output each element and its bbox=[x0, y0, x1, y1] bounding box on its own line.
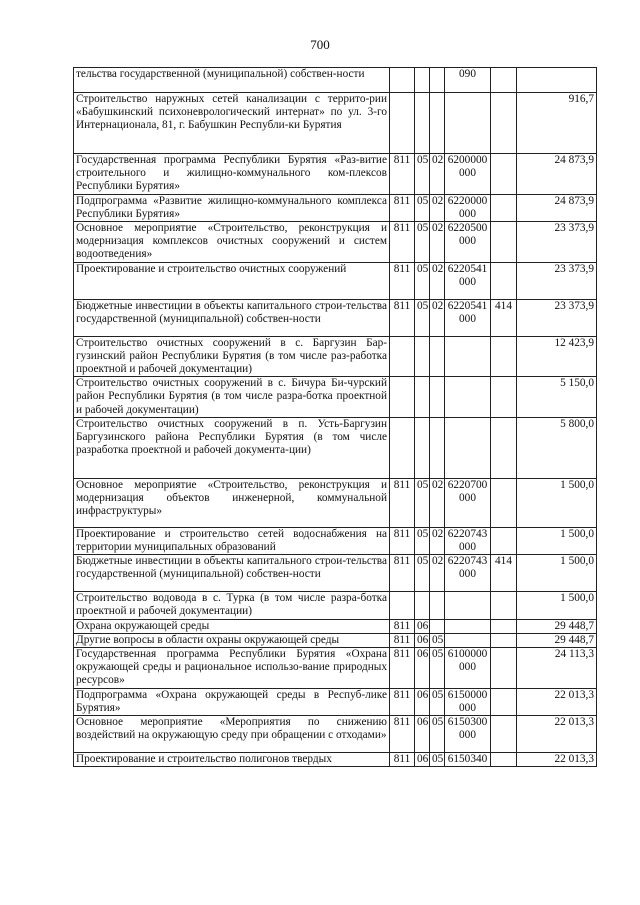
amount: 29 448,7 bbox=[517, 633, 597, 647]
table-row bbox=[74, 619, 597, 633]
item-name: Проектирование и строительство сетей водоснабжения на территории муниципальных образований bbox=[74, 527, 390, 554]
ministry-code: 811 bbox=[390, 222, 415, 263]
table-row bbox=[74, 262, 597, 299]
amount: 1 500,0 bbox=[517, 478, 597, 527]
target-code: 6220743 000 bbox=[445, 527, 491, 554]
expense-type-code bbox=[491, 688, 517, 715]
item-name: Бюджетные инвестиции в объекты капитального строи-тельства государственной (муниципальной) собствен-ности bbox=[74, 299, 390, 336]
item-name: Государственная программа Республики Бурятия «Охрана окружающей среды и рациональное использо-вание природных ресурсов» bbox=[74, 648, 390, 689]
amount: 1 500,0 bbox=[517, 555, 597, 592]
target-code: 6220541 000 bbox=[445, 262, 491, 299]
amount: 12 423,9 bbox=[517, 336, 597, 377]
target-code: 6220541 000 bbox=[445, 299, 491, 336]
subsection-code: 02 bbox=[430, 262, 445, 299]
item-name: Строительство очистных сооружений в с. Бичура Би-чурский район Республики Бурятия (в том числе разра-ботка проектной и рабочей документации) bbox=[74, 377, 390, 418]
section-code: 06 bbox=[415, 716, 430, 753]
target-code bbox=[445, 377, 491, 418]
subsection-code: 05 bbox=[430, 633, 445, 647]
expense-type-code bbox=[491, 753, 517, 767]
item-name: Строительство водовода в с. Турка (в том числе разра-ботка проектной и рабочей документации) bbox=[74, 592, 390, 619]
ministry-code bbox=[390, 336, 415, 377]
amount: 24 873,9 bbox=[517, 194, 597, 221]
ministry-code: 811 bbox=[390, 154, 415, 195]
subsection-code: 02 bbox=[430, 299, 445, 336]
budget-table-body bbox=[74, 68, 597, 767]
item-name: Подпрограмма «Развитие жилищно-коммунального комплекса Республики Бурятия» bbox=[74, 194, 390, 221]
amount: 5 800,0 bbox=[517, 417, 597, 478]
amount bbox=[517, 68, 597, 93]
section-code: 05 bbox=[415, 527, 430, 554]
item-name: Проектирование и строительство очистных сооружений bbox=[74, 262, 390, 299]
amount: 916,7 bbox=[517, 93, 597, 154]
amount: 1 500,0 bbox=[517, 592, 597, 619]
expense-type-code bbox=[491, 619, 517, 633]
ministry-code bbox=[390, 93, 415, 154]
target-code bbox=[445, 93, 491, 154]
subsection-code: 05 bbox=[430, 716, 445, 753]
ministry-code bbox=[390, 592, 415, 619]
table-row bbox=[74, 417, 597, 478]
target-code: 6220700 000 bbox=[445, 478, 491, 527]
expense-type-code: 414 bbox=[491, 299, 517, 336]
page-number: 700 bbox=[310, 37, 330, 52]
section-code bbox=[415, 93, 430, 154]
table-row bbox=[74, 527, 597, 554]
table-row bbox=[74, 377, 597, 418]
section-code bbox=[415, 68, 430, 93]
target-code bbox=[445, 633, 491, 647]
item-name: Другие вопросы в области охраны окружающей среды bbox=[74, 633, 390, 647]
expense-type-code bbox=[491, 527, 517, 554]
item-name: Проектирование и строительство полигонов твердых bbox=[74, 753, 390, 767]
item-name: Основное мероприятие «Мероприятия по снижению воздействий на окружающую среду при обращении с отходами» bbox=[74, 716, 390, 753]
target-code bbox=[445, 592, 491, 619]
amount: 22 013,3 bbox=[517, 688, 597, 715]
section-code bbox=[415, 417, 430, 478]
table-row bbox=[74, 222, 597, 263]
section-code: 05 bbox=[415, 194, 430, 221]
table-row bbox=[74, 555, 597, 592]
amount: 5 150,0 bbox=[517, 377, 597, 418]
table-row bbox=[74, 753, 597, 767]
item-name: Основное мероприятие «Строительство, реконструкция и модернизация объектов инженерной, коммунальной инфраструктуры» bbox=[74, 478, 390, 527]
expense-type-code bbox=[491, 648, 517, 689]
amount: 24 873,9 bbox=[517, 154, 597, 195]
target-code: 6100000 000 bbox=[445, 648, 491, 689]
table-row bbox=[74, 154, 597, 195]
expense-type-code bbox=[491, 68, 517, 93]
expense-type-code bbox=[491, 93, 517, 154]
ministry-code bbox=[390, 68, 415, 93]
item-name: Строительство наружных сетей канализации с террито-рии «Бабушкинский психоневрологический интернат» по ул. 3-го Интернационала, 81, г. Бабушкин Республи-ки Бурятия bbox=[74, 93, 390, 154]
item-name: Строительство очистных сооружений в с. Баргузин Бар-гузинский район Республики Бурятия (в том числе раз-работка проектной и рабочей документации) bbox=[74, 336, 390, 377]
section-code: 06 bbox=[415, 688, 430, 715]
subsection-code bbox=[430, 68, 445, 93]
target-code bbox=[445, 619, 491, 633]
table-row bbox=[74, 478, 597, 527]
target-code: 6200000 000 bbox=[445, 154, 491, 195]
target-code: 6150340 bbox=[445, 753, 491, 767]
table-row bbox=[74, 299, 597, 336]
ministry-code: 811 bbox=[390, 555, 415, 592]
section-code: 06 bbox=[415, 633, 430, 647]
subsection-code bbox=[430, 377, 445, 418]
amount: 22 013,3 bbox=[517, 753, 597, 767]
ministry-code: 811 bbox=[390, 194, 415, 221]
table-row bbox=[74, 648, 597, 689]
table-row bbox=[74, 633, 597, 647]
table-row bbox=[74, 716, 597, 753]
ministry-code: 811 bbox=[390, 262, 415, 299]
item-name: Основное мероприятие «Строительство, реконструкция и модернизация комплексов очистных сооружений и систем водоотведения» bbox=[74, 222, 390, 263]
section-code: 05 bbox=[415, 262, 430, 299]
section-code bbox=[415, 377, 430, 418]
expense-type-code bbox=[491, 336, 517, 377]
item-name: Строительство очистных сооружений в п. Усть-Баргузин Баргузинского района Республики Бурятия (в том числе разработка проектной и рабочей документа-ции) bbox=[74, 417, 390, 478]
expense-type-code bbox=[491, 633, 517, 647]
expense-type-code bbox=[491, 377, 517, 418]
subsection-code: 02 bbox=[430, 478, 445, 527]
ministry-code bbox=[390, 417, 415, 478]
amount: 1 500,0 bbox=[517, 527, 597, 554]
subsection-code: 02 bbox=[430, 154, 445, 195]
subsection-code: 05 bbox=[430, 648, 445, 689]
section-code: 05 bbox=[415, 222, 430, 263]
expense-type-code bbox=[491, 222, 517, 263]
amount: 23 373,9 bbox=[517, 262, 597, 299]
table-row bbox=[74, 194, 597, 221]
target-code: 6220743 000 bbox=[445, 555, 491, 592]
expense-type-code bbox=[491, 417, 517, 478]
target-code: 6150300 000 bbox=[445, 716, 491, 753]
item-name: тельства государственной (муниципальной) собствен-ности bbox=[74, 68, 390, 93]
expense-type-code bbox=[491, 154, 517, 195]
expense-type-code bbox=[491, 478, 517, 527]
section-code: 05 bbox=[415, 555, 430, 592]
ministry-code: 811 bbox=[390, 619, 415, 633]
ministry-code: 811 bbox=[390, 299, 415, 336]
subsection-code bbox=[430, 619, 445, 633]
amount: 29 448,7 bbox=[517, 619, 597, 633]
ministry-code: 811 bbox=[390, 753, 415, 767]
item-name: Государственная программа Республики Бурятия «Раз-витие строительного и жилищно-коммунального ком-плексов Республики Бурятия» bbox=[74, 154, 390, 195]
item-name: Бюджетные инвестиции в объекты капитального строи-тельства государственной (муниципальной) собствен-ности bbox=[74, 555, 390, 592]
table-row bbox=[74, 68, 597, 93]
subsection-code: 05 bbox=[430, 688, 445, 715]
expense-type-code: 414 bbox=[491, 555, 517, 592]
section-code: 05 bbox=[415, 299, 430, 336]
subsection-code: 02 bbox=[430, 194, 445, 221]
ministry-code: 811 bbox=[390, 478, 415, 527]
subsection-code: 02 bbox=[430, 527, 445, 554]
ministry-code: 811 bbox=[390, 633, 415, 647]
ministry-code bbox=[390, 377, 415, 418]
expense-type-code bbox=[491, 262, 517, 299]
target-code: 6150000 000 bbox=[445, 688, 491, 715]
expense-type-code bbox=[491, 592, 517, 619]
subsection-code bbox=[430, 417, 445, 478]
item-name: Охрана окружающей среды bbox=[74, 619, 390, 633]
target-code: 090 bbox=[445, 68, 491, 93]
expense-type-code bbox=[491, 194, 517, 221]
amount: 23 373,9 bbox=[517, 299, 597, 336]
section-code: 06 bbox=[415, 619, 430, 633]
expense-type-code bbox=[491, 716, 517, 753]
section-code: 05 bbox=[415, 478, 430, 527]
table-row bbox=[74, 592, 597, 619]
ministry-code: 811 bbox=[390, 716, 415, 753]
amount: 23 373,9 bbox=[517, 222, 597, 263]
target-code: 6220500 000 bbox=[445, 222, 491, 263]
ministry-code: 811 bbox=[390, 688, 415, 715]
table-row bbox=[74, 336, 597, 377]
subsection-code: 02 bbox=[430, 222, 445, 263]
section-code: 05 bbox=[415, 154, 430, 195]
target-code: 6220000 000 bbox=[445, 194, 491, 221]
amount: 22 013,3 bbox=[517, 716, 597, 753]
subsection-code bbox=[430, 93, 445, 154]
table-row bbox=[74, 688, 597, 715]
target-code bbox=[445, 336, 491, 377]
section-code bbox=[415, 592, 430, 619]
subsection-code: 05 bbox=[430, 753, 445, 767]
subsection-code bbox=[430, 336, 445, 377]
subsection-code: 02 bbox=[430, 555, 445, 592]
section-code: 06 bbox=[415, 753, 430, 767]
ministry-code: 811 bbox=[390, 527, 415, 554]
budget-table bbox=[73, 67, 597, 767]
section-code bbox=[415, 336, 430, 377]
section-code: 06 bbox=[415, 648, 430, 689]
amount: 24 113,3 bbox=[517, 648, 597, 689]
table-row bbox=[74, 93, 597, 154]
subsection-code bbox=[430, 592, 445, 619]
target-code bbox=[445, 417, 491, 478]
item-name: Подпрограмма «Охрана окружающей среды в Респуб-лике Бурятия» bbox=[74, 688, 390, 715]
ministry-code: 811 bbox=[390, 648, 415, 689]
